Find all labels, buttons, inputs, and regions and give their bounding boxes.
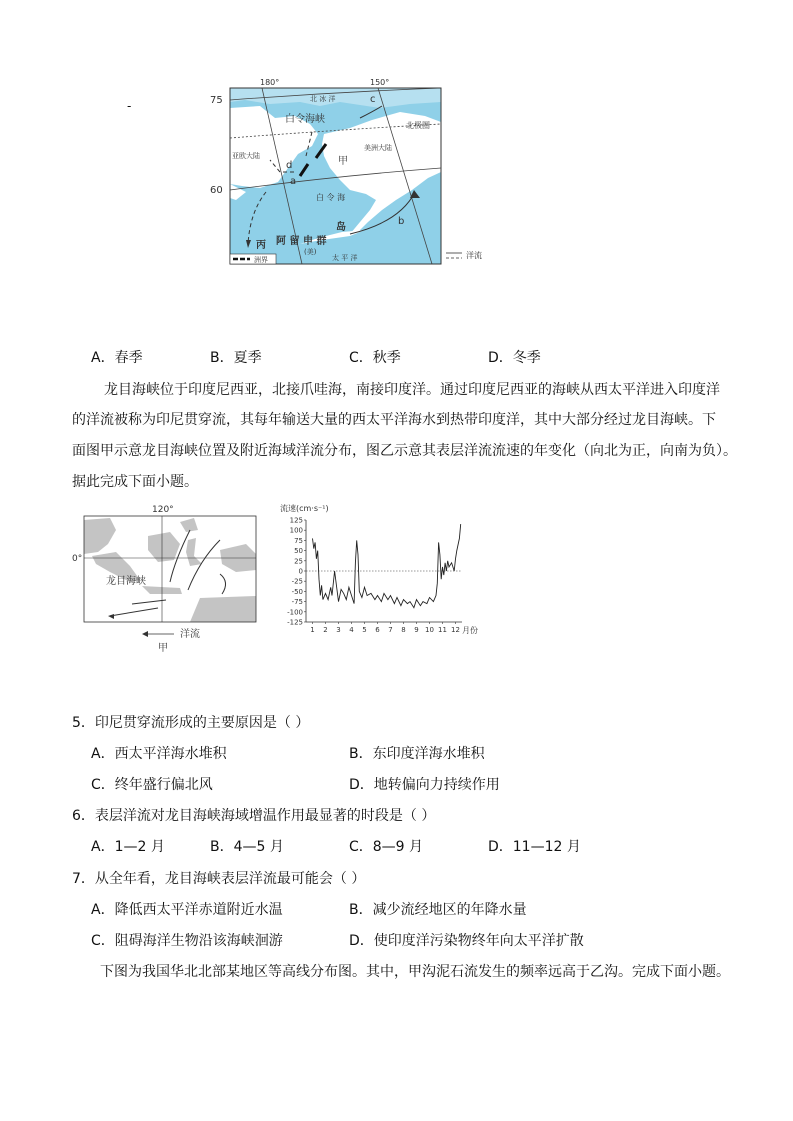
chart-x-tick-label: 12: [451, 626, 460, 634]
bering-map-svg: [200, 72, 500, 272]
q7-option-c: C．阻碍海洋生物沿该海峡洄游: [91, 933, 283, 949]
figure-jia-caption: 甲: [158, 643, 168, 654]
intro-line-4: 据此完成下面小题。: [72, 474, 198, 490]
lon-150-label: 150°: [370, 78, 390, 87]
chart-x-tick-label: 11: [438, 626, 447, 634]
chart-y-tick-label: -75: [291, 598, 303, 607]
q4-option-b: B．夏季: [210, 350, 262, 366]
legend-current-text: 洋流: [180, 629, 200, 640]
q6-option-c: C．8—9 月: [349, 839, 424, 855]
velocity-chart-svg: [278, 502, 492, 642]
legend-current-label: 洋流: [466, 251, 482, 260]
arctic-circle-label: 北极圈: [406, 121, 430, 130]
q6-option-a: A．1—2 月: [91, 839, 165, 855]
chart-x-tick-label: 5: [362, 626, 367, 634]
chart-y-tick-label: 100: [289, 526, 303, 535]
land-australia: [190, 596, 256, 622]
us-label: (美): [304, 248, 317, 256]
label-a: a: [290, 176, 297, 187]
label-b: b: [398, 216, 405, 227]
q6-stem: 6．表层洋流对龙目海峡海域增温作用最显著的时段是（ ）: [72, 808, 436, 824]
lon-180-label: 180°: [260, 78, 280, 87]
island-dao-label: 岛: [336, 222, 346, 233]
lat-60-label: 60: [210, 185, 223, 196]
q7-stem: 7．从全年看，龙目海峡表层洋流最可能会（ ）: [72, 871, 366, 887]
legend-current-arrowhead: [142, 631, 148, 637]
chart-xlabel: 月份: [462, 626, 478, 635]
q7-option-a: A．降低西太平洋赤道附近水温: [91, 902, 283, 918]
chart-ylabel: 流速(cm·s⁻¹): [280, 504, 329, 513]
q4-option-a: A．春季: [91, 350, 143, 366]
q6-option-b: B．4—5 月: [210, 839, 284, 855]
q6-option-d: D．11—12 月: [488, 839, 581, 855]
velocity-chart: [278, 502, 492, 642]
chart-y-tick-label: 125: [289, 516, 303, 525]
chart-x-tick-label: 6: [375, 626, 380, 634]
lombok-map: [70, 500, 270, 655]
q5-option-c: C．终年盛行偏北风: [91, 777, 213, 793]
lombok-strait-label: 龙目海峡: [106, 576, 146, 587]
intro-line-3: 面图甲示意龙目海峡位置及附近海域洋流分布，图乙示意其表层洋流流速的年变化（向北为正，向南为负）。: [72, 443, 737, 459]
q5-option-b: B．东印度洋海水堆积: [349, 746, 485, 762]
q5-stem: 5．印尼贯穿流形成的主要原因是（ ）: [72, 715, 310, 731]
america-label: 美洲大陆: [364, 144, 392, 152]
intro-line-2: 的洋流被称为印尼贯穿流，其每年输送大量的西太平洋海水到热带印度洋，其中大部分经过龙目海峡。下: [72, 412, 716, 428]
aleutian-label: 阿 留 申 群: [276, 236, 327, 247]
chart-layer: [287, 517, 462, 635]
chart-y-tick-label: -50: [291, 587, 303, 596]
bering-sea-label: 白 令 海: [316, 193, 346, 202]
label-c: c: [370, 94, 376, 105]
chart-velocity-series: [313, 524, 461, 608]
chart-y-tick-label: -100: [287, 608, 303, 617]
lon-120-label: 120°: [152, 505, 174, 515]
chart-x-tick-label: 4: [349, 626, 354, 634]
chart-x-tick-label: 1: [310, 626, 315, 634]
bering-map: [200, 72, 500, 272]
q4-option-d: D．冬季: [488, 350, 541, 366]
chart-x-tick-label: 8: [401, 626, 406, 634]
q5-option-d: D．地转偏向力持续作用: [349, 777, 500, 793]
q7-option-b: B．减少流经地区的年降水量: [349, 902, 527, 918]
chart-y-tick-label: 50: [294, 547, 303, 556]
bing-label: 丙: [256, 240, 266, 251]
bering-strait-label: 白令海峡: [285, 114, 325, 125]
q4-option-c: C．秋季: [349, 350, 401, 366]
chart-y-tick-label: -125: [287, 618, 303, 627]
chart-x-tick-label: 7: [388, 626, 393, 634]
chart-y-tick-label: 25: [294, 557, 303, 566]
lat-75-label: 75: [210, 95, 223, 106]
eurasia-label: 亚欧大陆: [232, 152, 260, 160]
chart-y-tick-label: 0: [298, 567, 303, 576]
chart-y-tick-label: -25: [291, 577, 303, 586]
next-section-intro: 下图为我国华北北部某地区等高线分布图。其中，甲沟泥石流发生的频率远高于乙沟。完成下面小题。: [100, 964, 730, 980]
pacific-label: 太 平 洋: [332, 254, 358, 262]
jia-label: 甲: [338, 156, 348, 167]
lombok-map-svg: [70, 500, 270, 655]
chart-x-tick-label: 9: [414, 626, 419, 634]
chart-y-tick-label: 75: [294, 536, 303, 545]
legend-boundary-label: 洲界: [254, 256, 268, 264]
arctic-ocean-label: 北 冰 洋: [310, 95, 336, 103]
chart-x-tick-label: 10: [425, 626, 434, 634]
intro-line-1: 龙目海峡位于印度尼西亚，北接爪哇海，南接印度洋。通过印度尼西亚的海峡从西太平洋进入印度洋: [104, 382, 720, 398]
chart-x-tick-label: 2: [323, 626, 328, 634]
chart-x-tick-label: 3: [336, 626, 341, 634]
q5-option-a: A．西太平洋海水堆积: [91, 746, 227, 762]
q7-option-d: D．使印度洋污染物终年向太平洋扩散: [349, 933, 584, 949]
label-d: d: [286, 160, 293, 171]
lat-0-label: 0°: [72, 554, 83, 564]
stray-dash-mark: -: [127, 99, 132, 113]
